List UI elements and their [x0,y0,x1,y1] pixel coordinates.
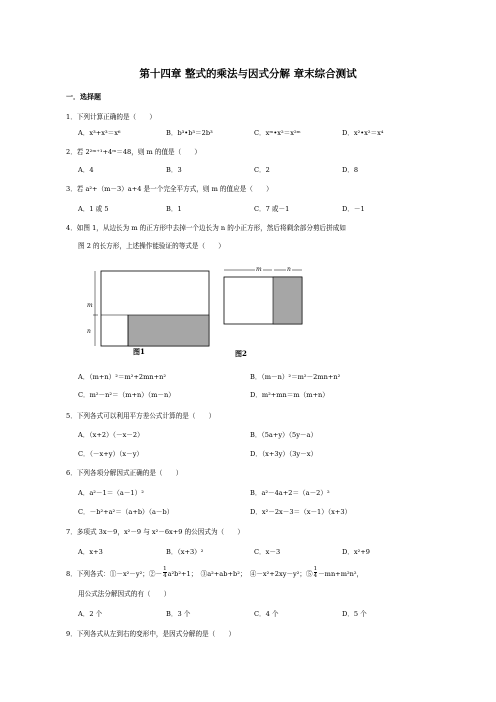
option-c: C．x－3 [254,548,281,556]
frac-numerator: 1 [313,566,318,572]
option-d: D．8 [342,166,359,174]
fig1-label-n: n [87,328,91,335]
frac-denominator: 4 [313,573,318,579]
figure-2-caption: 图2 [235,349,247,358]
frac-denominator: 4 [163,573,167,579]
option-c: C．xᵐ•x²＝x²ᵐ [254,129,301,137]
fraction-one-quarter [163,566,167,579]
rectangle-n-part [273,277,302,324]
question-4-options-row2 [78,389,448,399]
option-b: B．（5a+y）（5y－a） [250,431,318,439]
fig1-label-m: m [87,302,93,309]
page-title: 第十四章 整式的乘法与因式分解 章末综合测试 [139,68,357,80]
question-5-options-row2 [78,448,448,458]
option-d: D．x²－2x－3＝（x－1）（x+3） [250,508,352,516]
question-5-options-row1 [78,429,448,439]
fig2-label-n: n [287,266,291,273]
question-2-stem: 2．若 2²ᵐ⁺¹+4ᵐ＝48，则 m 的值是（ ） [66,148,202,156]
option-d: D．x²•x²＝x⁴ [342,129,384,137]
frac-numerator: 1 [163,566,167,572]
question-4-stem: 4．如图 1，从边长为 m 的正方形中去掉一个边长为 n 的小正方形，然后将剩余部分剪后拼成如 [66,224,346,232]
option-c: C．7 或－1 [254,205,290,213]
option-d: D．（x+3y）（3y－x） [250,450,318,458]
option-a: A．（m+n）²＝m²+2mn+n² [78,373,167,381]
question-3-options [78,203,448,213]
option-a: A．4 [78,166,94,174]
option-d: D．x²+9 [342,548,370,556]
question-1-stem: 1．下列计算正确的是（ ） [66,113,156,121]
option-b: B．b³•b³＝2b³ [166,129,213,137]
question-5-stem: 5．下列各式可以利用平方差公式计算的是（ ） [66,412,216,420]
option-c: C．4 个 [254,610,279,618]
question-8-options [78,608,448,618]
question-4-stem-line2: 图 2 的长方形，上述操作能验证的等式是（ ） [78,242,225,250]
question-6-stem: 6．下列各项分解因式正确的是（ ） [66,469,183,477]
option-b: B．（x+3）² [166,548,204,556]
fig2-label-m: m [256,266,262,273]
figure-1-caption: 图1 [133,347,145,356]
option-b: B．3 [166,166,182,174]
question-6-options-row2 [78,506,448,516]
fraction-one-quarter [314,566,318,579]
option-a: A．2 个 [78,610,103,618]
question-1-options [78,127,448,137]
option-c: C．（－x+y）（x－y） [78,450,144,458]
option-b: B．（m－n）²＝m²－2mn+n² [250,373,341,381]
question-4-options-row1 [78,371,448,381]
q8-part-c: －mn+m²n²， [318,569,364,578]
section-heading: 一．选择题 [66,93,101,101]
q8-part-a: 8．下列各式：①－x²－y²；②－ [66,569,163,578]
figure-1-diagram [90,265,220,355]
question-6-options-row1 [78,487,448,497]
option-a: A．1 或 5 [78,205,109,213]
option-c: C．2 [254,166,270,174]
option-d: D．－1 [342,205,365,213]
option-a: A．（x+2）（－x－2） [78,431,144,439]
question-2-options [78,164,448,174]
option-a: A．a²－1＝（a－1）² [78,489,144,497]
option-d: D．5 个 [342,610,367,618]
option-b: B．3 个 [166,610,191,618]
option-d: D．m²+mn＝m（m+n） [250,391,329,399]
removed-square [128,315,209,346]
option-c: C．－b²+a²＝（a+b）（a－b） [78,508,174,516]
q8-part-b: a²b²+1； ③a²+ab+b²； ④－x²+2xy－y²；⑤ [167,569,313,578]
question-9-stem: 9．下列各式从左到右的变形中，是因式分解的是（ ） [66,630,236,638]
option-b: B．1 [166,205,182,213]
option-c: C．m²－n²＝（m+n）（m－n） [78,391,175,399]
question-7-options [78,546,448,556]
question-8-stem-line2: 用公式法分解因式的有（ ） [78,590,171,598]
option-a: A．x+3 [78,548,103,556]
question-3-stem: 3．若 a²+（m－3）a+4 是一个完全平方式，则 m 的值应是（ ） [66,185,273,193]
question-8-stem [66,566,363,579]
option-b: B．a²－4a+2＝（a－2）² [250,489,330,497]
figure-2-diagram [222,266,308,328]
question-7-stem: 7．多项式 3x－9，x²－9 与 x²－6x+9 的公因式为（ ） [66,528,244,536]
option-a: A．x³+x³＝x⁶ [78,129,121,137]
